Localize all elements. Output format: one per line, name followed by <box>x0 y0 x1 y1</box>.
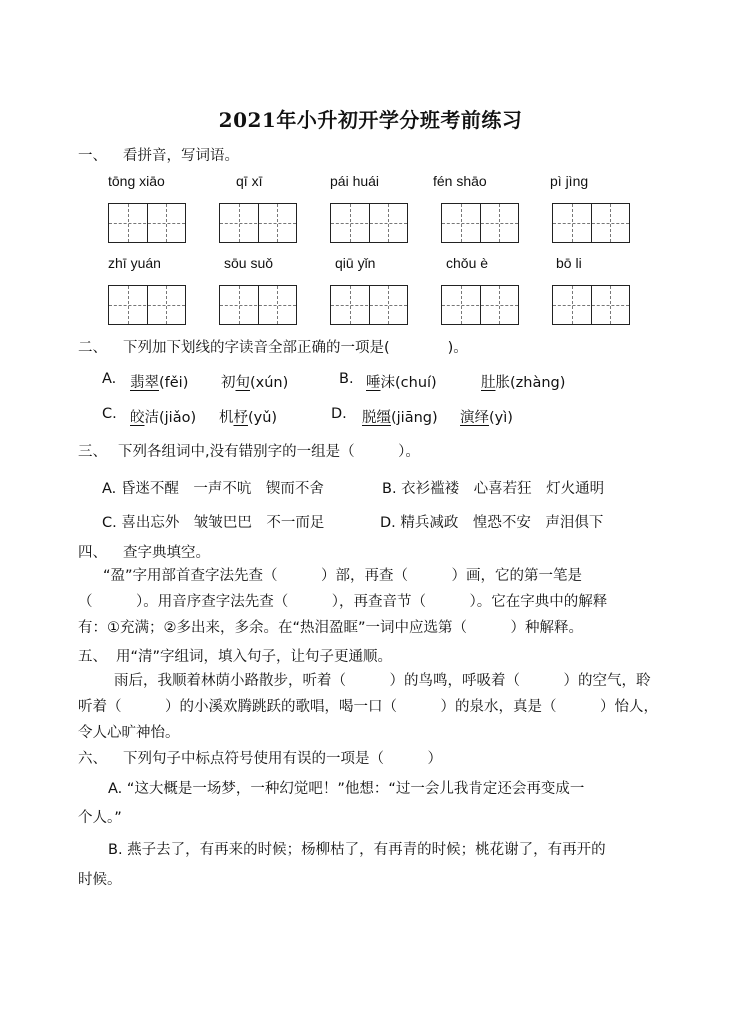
q4-line: “盈”字用部首查字法先查（ ）部，再查（ ）画，它的第一笔是 <box>103 568 583 584</box>
writing-grid[interactable] <box>219 285 297 325</box>
q5-line: 听着（ ）的小溪欢腾跳跃的歌唱，喝一口（ ）的泉水，真是（ ）怡人， <box>78 699 658 715</box>
writing-grid[interactable] <box>552 203 630 243</box>
option-a: A. 昏迷不醒 一声不吭 锲而不舍 <box>102 481 324 497</box>
q3-instruction: 下列各组词中,没有错别字的一组是（ ）。 <box>118 444 420 460</box>
q1-instruction: 看拼音，写词语。 <box>123 148 239 164</box>
q5-instruction: 用“清”字组词，填入句子，让句子更通顺。 <box>116 649 393 665</box>
option-word <box>362 406 438 427</box>
q6-option-a-line: 个人。” <box>78 810 122 826</box>
q2-number: 二、 <box>78 340 107 356</box>
plain-char: 洁 <box>144 410 159 426</box>
writing-grid[interactable] <box>552 285 630 325</box>
underlined-char: 演绎 <box>460 410 489 426</box>
option-word <box>460 406 513 427</box>
pinyin-reading: (xún) <box>250 375 289 391</box>
option-letter: A. <box>102 371 117 387</box>
pinyin-reading: (jiǎo) <box>159 410 197 426</box>
q6-option-a-line: A. “这大概是一场梦，一种幻觉吧！”他想：“过一会儿我肯定还会再变成一 <box>108 781 585 797</box>
option-c: C. 喜出忘外 皱皱巴巴 不一而足 <box>102 515 325 531</box>
pinyin-reading: (yǔ) <box>248 410 278 426</box>
q5-line: 令人心旷神怡。 <box>78 725 180 741</box>
option-d: D. 精兵减政 惶恐不安 声泪俱下 <box>380 515 604 531</box>
writing-grid[interactable] <box>108 203 186 243</box>
q4-line: （ ）。用音序查字法先查（ ），再查音节（ ）。它在字典中的解释 <box>78 594 608 610</box>
pinyin-label: sōu suǒ <box>224 255 274 271</box>
pinyin-label: qiū yǐn <box>335 255 376 271</box>
option-word <box>221 371 288 392</box>
pinyin-label: tōng xiāo <box>108 173 165 189</box>
q5-line: 雨后，我顺着林荫小路散步，听着（ ）的鸟鸣，呼吸着（ ）的空气，聆 <box>114 673 651 689</box>
writing-grid[interactable] <box>330 203 408 243</box>
option-letter: C. <box>102 406 117 422</box>
q4-line: 有：①充满；②多出来，多余。在“热泪盈眶”一词中应选第（ ）种解释。 <box>78 620 584 636</box>
plain-char: 胀 <box>495 375 510 391</box>
plain-char: 初 <box>221 375 236 391</box>
pinyin-reading: (yì) <box>489 410 513 426</box>
pinyin-label: pái huái <box>330 173 380 189</box>
underlined-char: 皎 <box>130 410 145 426</box>
q3-number: 三、 <box>78 444 107 460</box>
option-word <box>130 371 188 392</box>
pinyin-reading: (chuí) <box>395 375 437 391</box>
page-title: 2021年小升初开学分班考前练习 <box>218 108 523 132</box>
option-word <box>366 371 437 392</box>
q6-number: 六、 <box>78 751 107 767</box>
pinyin-reading: (fěi) <box>159 375 189 391</box>
q6-option-b-line: B. 燕子去了，有再来的时候；杨柳枯了，有再青的时候；桃花谢了，有再开的 <box>108 842 606 858</box>
pinyin-label: chǒu è <box>446 255 489 271</box>
underlined-char: 杼 <box>233 410 248 426</box>
underlined-char: 翡翠 <box>130 375 159 391</box>
q4-instruction: 查字典填空。 <box>123 545 210 561</box>
q6-option-b-line: 时候。 <box>78 872 122 888</box>
pinyin-label: pì jìng <box>550 173 589 189</box>
option-b: B. 衣衫褴褛 心喜若狂 灯火通明 <box>382 481 605 497</box>
pinyin-label: qī xī <box>236 173 263 189</box>
pinyin-reading: (jiāng) <box>391 410 438 426</box>
option-letter: D. <box>331 406 347 422</box>
writing-grid[interactable] <box>108 285 186 325</box>
plain-char: 沫 <box>380 375 395 391</box>
q4-number: 四、 <box>78 545 107 561</box>
option-word <box>481 371 565 392</box>
underlined-char: 唾 <box>366 375 381 391</box>
pinyin-label: zhī yuán <box>108 255 161 271</box>
option-word <box>219 406 277 427</box>
pinyin-label: fén shāo <box>433 173 487 189</box>
writing-grid[interactable] <box>219 203 297 243</box>
underlined-char: 旬 <box>235 375 250 391</box>
q2-instruction: 下列加下划线的字读音全部正确的一项是( )。 <box>123 340 468 356</box>
writing-grid[interactable] <box>441 203 519 243</box>
q5-number: 五、 <box>78 649 107 665</box>
pinyin-label: bō li <box>556 255 582 271</box>
underlined-char: 肚 <box>481 375 496 391</box>
pinyin-reading: (zhàng) <box>510 375 566 391</box>
plain-char: 机 <box>219 410 234 426</box>
underlined-char: 脱缰 <box>362 410 391 426</box>
option-letter: B. <box>339 371 354 387</box>
option-word <box>130 406 196 427</box>
writing-grid[interactable] <box>441 285 519 325</box>
writing-grid[interactable] <box>330 285 408 325</box>
q6-instruction: 下列句子中标点符号使用有误的一项是（ ） <box>123 751 442 767</box>
q1-number: 一、 <box>78 148 107 164</box>
